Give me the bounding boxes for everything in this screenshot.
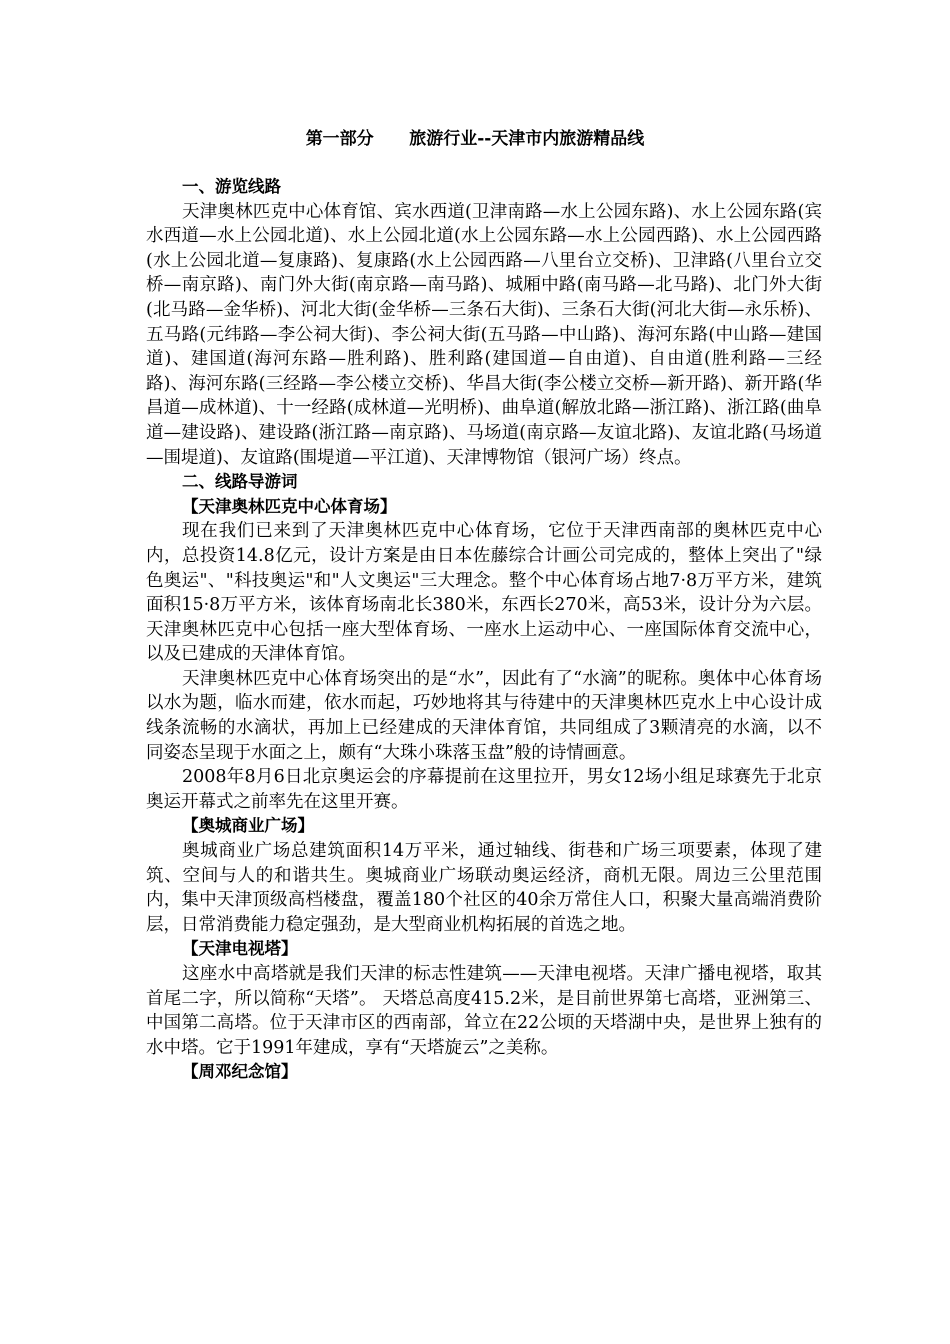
section-heading-tv-tower: 【天津电视塔】 <box>182 939 298 959</box>
stadium-paragraph-1: 现在我们已来到了天津奥林匹克中心体育场，它位于天津西南部的奥林匹克中心内，总投资14.8亿元，设计方案是由日本佐藤综合计画公司完成的，整体上突出了"绿色奥运"、"科技奥运"和"人文奥运"三大理念。整个中心体育场占地7·8万平方米，建筑面积15·8万平方米，该体育场南北长380米，东西长270米，高53米，设计分为六层。天津奥林匹克中心包括一座大型体育场、一座水上运动中心、一座国际体育交流中心，以及已建成的天津体育馆。 <box>146 521 822 665</box>
document-body <box>146 175 822 1085</box>
section-heading-olympic-stadium: 【天津奥林匹克中心体育场】 <box>182 496 397 516</box>
tower-paragraph: 这座水中高塔就是我们天津的标志性建筑——天津电视塔。天津广播电视塔，取其首尾二字，所以简称“天塔”。 天塔总高度415.2米，是目前世界第七高塔，亚洲第三、中国第二高塔。位于天津市区的西南部，耸立在22公顷的天塔湖中央，是世界上独有的水中塔。它于1991年建成，享有“天塔旋云”之美称。 <box>146 964 822 1058</box>
document-title: 第一部分 旅游行业--天津市内旅游精品线 <box>305 129 645 149</box>
route-paragraph: 天津奥林匹克中心体育馆、宾水西道(卫津南路—水上公园东路)、水上公园东路(宾水西道—水上公园北道)、水上公园北道(水上公园东路—水上公园西路)、水上公园西路(水上公园北道—复康路)、复康路(水上公园西路—八里台立交桥)、卫津路(八里台立交桥—南京路)、南门外大街(南京路—南马路)、城厢中路(南马路—北马路)、北门外大街(北马路—金华桥)、河北大街(金华桥—三条石大街)、三条石大街(河北大街—永乐桥)、五马路(元纬路—李公祠大街)、李公祠大街(五马路—中山路)、海河东路(中山路—建国道)、建国道(海河东路—胜利路)、胜利路(建国道—自由道)、自由道(胜利路—三经路)、海河东路(三经路—李公楼立交桥)、华昌大街(李公楼立交桥—新开路)、新开路(华昌道—成林道)、十一经路(成林道—光明桥)、曲阜道(解放北路—浙江路)、浙江路(曲阜道—建设路)、建设路(浙江路—南京路)、马场道(南京路—友谊北路)、友谊北路(马场道—围堤道)、友谊路(围堤道—平江道)、天津博物馆（银河广场）终点。 <box>146 201 822 468</box>
section-heading-route: 一、游览线路 <box>182 177 281 196</box>
section-heading-guide: 二、线路导游词 <box>182 472 298 492</box>
section-heading-aocheng-plaza: 【奥城商业广场】 <box>182 816 314 836</box>
plaza-paragraph: 奥城商业广场总建筑面积14万平米，通过轴线、街巷和广场三项要素，体现了建筑、空间与人的和谐共生。奥城商业广场联动奥运经济，商机无限。周边三公里范围内，集中天津顶级高档楼盘，覆盖180个社区的40余万常住人口，积聚大量高端消费阶层，日常消费能力稳定强劲，是大型商业机构拓展的首选之地。 <box>146 841 822 935</box>
stadium-paragraph-3: 2008年8月6日北京奥运会的序幕提前在这里拉开，男女12场小组足球赛先于北京奥运开幕式之前率先在这里开赛。 <box>146 767 822 812</box>
stadium-paragraph-2: 天津奥林匹克中心体育场突出的是“水”，因此有了“水滴”的昵称。奥体中心体育场以水为题，临水而建，依水而起，巧妙地将其与待建中的天津奥林匹克水上中心设计成线条流畅的水滴状，再加上已经建成的天津体育馆，共同组成了3颗清亮的水滴，以不同姿态呈现于水面之上，颇有“大珠小珠落玉盘”般的诗情画意。 <box>146 668 822 763</box>
section-heading-zhou-deng-memorial: 【周邓纪念馆】 <box>182 1062 298 1082</box>
